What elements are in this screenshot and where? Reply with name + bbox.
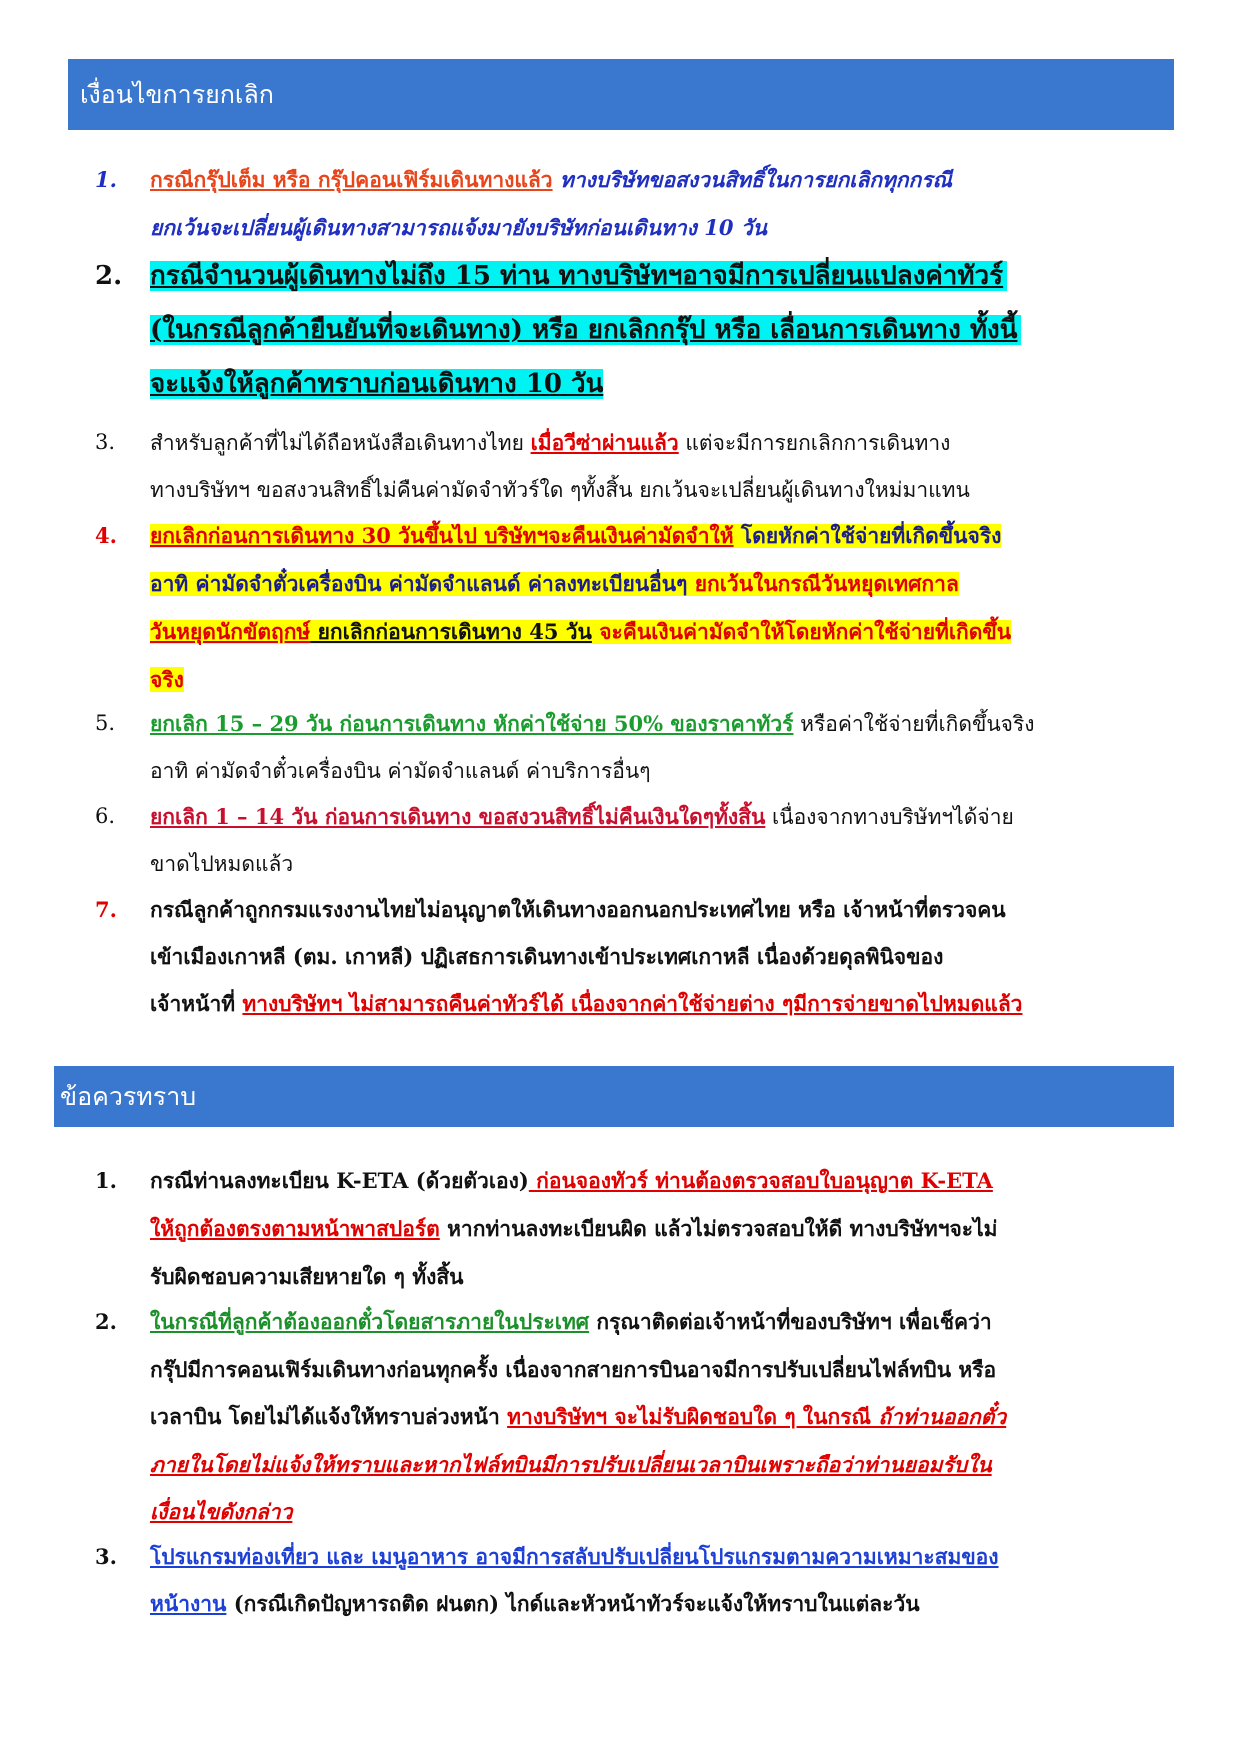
item-2-line1: กรณีจำนวนผู้เดินทางไม่ถึง 15 ท่าน ทางบริษัทฯอาจมีการเปลี่ยนแปลงค่าทัวร์ (150, 261, 1007, 291)
note-1-text-tail: หากท่านลงทะเบียนผิด แล้วไม่ตรวจสอบให้ดี ทางบริษัทฯจะไม่ (439, 1216, 998, 1241)
notes-item-3 (95, 1533, 1175, 1628)
item-number: 4. (95, 523, 117, 548)
note-3-on-site: หน้างาน (150, 1591, 227, 1616)
cancellation-item-7 (95, 886, 1175, 1028)
note-3-line1: โปรแกรมท่องเที่ยว และ เมนูอาหาร อาจมีการสลับปรับเปลี่ยนโปรแกรมตามความเหมาะสมของ (150, 1544, 999, 1569)
item-3-text: สำหรับลูกค้าที่ไม่ได้ถือหนังสือเดินทางไทย (150, 431, 531, 455)
cancellation-section-title: เงื่อนไขการยกเลิก (80, 79, 274, 109)
item-3-text-tail: แต่จะมีการยกเลิกการเดินทาง (678, 431, 951, 455)
note-2-line5: เงื่อนไขดังกล่าว (150, 1499, 293, 1524)
item-4-holiday-exception: ยกเว้นในกรณีวันหยุดเทศกาล (687, 571, 959, 596)
item-7-line1: กรณีลูกค้าถูกกรมแรงงานไทยไม่อนุญาตให้เดินทางออกนอกประเทศไทย หรือ เจ้าหน้าที่ตรวจคน (150, 897, 1006, 922)
item-6-condition: ยกเลิก 1 – 14 วัน ก่อนการเดินทาง ขอสงวนสิทธิ์ไม่คืนเงินใดๆทั้งสิ้น (150, 804, 766, 829)
item-3-visa-condition: เมื่อวีซ่าผ่านแล้ว (530, 430, 679, 455)
item-6-line2: ขาดไปหมดแล้ว (150, 852, 294, 876)
item-4-public-holiday: วันหยุดนักขัตฤกษ์ (150, 619, 311, 644)
notes-section-title: ข้อควรทราบ (60, 1081, 197, 1111)
item-5-line2: อาทิ ค่ามัดจำตั๋วเครื่องบิน ค่ามัดจำแลนด์ ค่าบริการอื่นๆ (150, 759, 651, 783)
note-2-line2: กรุ๊ปมีการคอนเฟิร์มเดินทางก่อนทุกครั้ง เนื่องจากสายการบินอาจมีการปรับเปลี่ยนไฟล์ทบิน หรือ (150, 1357, 997, 1382)
note-1-line3: รับผิดชอบความเสียหายใด ๆ ทั้งสิ้น (150, 1264, 464, 1289)
note-2-line4: ภายในโดยไม่แจ้งให้ทราบและหากไฟล์ทบินมีการปรับเปลี่ยนเวลาบินเพราะถือว่าท่านยอมรับใน (150, 1452, 992, 1477)
notes-item-2 (95, 1298, 1175, 1535)
cancellation-item-3 (95, 419, 1175, 514)
item-number: 3. (95, 1544, 117, 1569)
item-number: 1. (95, 1168, 117, 1193)
notes-section-header (54, 1066, 1174, 1127)
item-3-line2: ทางบริษัทฯ ขอสงวนสิทธิ์ไม่คืนค่ามัดจำทัวร์ใด ๆทั้งสิ้น ยกเว้นจะเปลี่ยนผู้เดินทางใหม่มาแทน (150, 478, 970, 502)
item-number: 2. (95, 261, 123, 291)
item-number: 1. (95, 167, 117, 192)
note-1-keta-check: ก่อนจองทัวร์ ท่านต้องตรวจสอบใบอนุญาต K-ETA (528, 1168, 993, 1193)
item-number: 6. (95, 804, 116, 828)
item-number: 2. (95, 1309, 117, 1334)
note-2-line3-text: เวลาบิน โดยไม่ได้แจ้งให้ทราบล่วงหน้า (150, 1404, 508, 1429)
cancellation-item-1 (95, 156, 1175, 251)
item-1-condition: กรณีกรุ๊ปเต็ม หรือ กรุ๊ปคอนเฟิร์มเดินทางแล้ว (150, 167, 553, 192)
item-6-text: เนื่องจากทางบริษัทฯได้จ่าย (765, 805, 1014, 829)
note-2-text: กรุณาติดต่อเจ้าหน้าที่ของบริษัทฯ เพื่อเช็คว่า (589, 1309, 992, 1334)
item-4-condition: ยกเลิกก่อนการเดินทาง 30 วันขึ้นไป บริษัทฯจะคืนเงินค่ามัดจำให้ (150, 523, 734, 548)
item-4-refund-text: จะคืนเงินค่ามัดจำให้โดยหักค่าใช้จ่ายที่เกิดขึ้น (591, 619, 1012, 644)
item-2-line2: (ในกรณีลูกค้ายืนยันที่จะเดินทาง) หรือ ยกเลิกกรุ๊ป หรือ เลื่อนการเดินทาง ทั้งนี้ (150, 315, 1021, 345)
cancellation-item-4 (95, 512, 1175, 704)
item-4-45-days: ยกเลิกก่อนการเดินทาง 45 วัน (310, 619, 592, 644)
item-4-line4: จริง (150, 667, 184, 692)
notes-item-1 (95, 1157, 1175, 1300)
item-1-text: ทางบริษัทขอสงวนสิทธิ์ในการยกเลิกทุกกรณี (552, 167, 952, 192)
item-number: 7. (95, 897, 117, 922)
note-2-no-responsibility: ทางบริษัทฯ จะไม่รับผิดชอบใด ๆ ในกรณี (507, 1404, 872, 1429)
note-1-passport-match: ให้ถูกต้องตรงตามหน้าพาสปอร์ต (150, 1216, 440, 1241)
cancellation-item-6 (95, 793, 1175, 888)
note-3-text: (กรณีเกิดปัญหารถติด ฝนตก) ไกด์และหัวหน้าทัวร์จะแจ้งให้ทราบในแต่ละวัน (226, 1591, 920, 1616)
note-2-if-ticketed: ถ้าท่านออกตั๋ว (871, 1404, 1007, 1429)
item-4-text: โดยหักค่าใช้จ่ายที่เกิดขึ้นจริง (733, 523, 1002, 548)
item-number: 3. (95, 430, 116, 454)
item-2-line3: จะแจ้งให้ลูกค้าทราบก่อนเดินทาง 10 วัน (150, 369, 604, 399)
item-5-condition: ยกเลิก 15 – 29 วัน ก่อนการเดินทาง หักค่าใช้จ่าย 50% ของราคาทัวร์ (150, 711, 794, 736)
item-7-no-refund: ทางบริษัทฯ ไม่สามารถคืนค่าทัวร์ได้ เนื่องจากค่าใช้จ่ายต่าง ๆมีการจ่ายขาดไปหมดแล้ว (242, 991, 1023, 1016)
item-5-text: หรือค่าใช้จ่ายที่เกิดขึ้นจริง (793, 712, 1035, 736)
note-1-text: กรณีท่านลงทะเบียน K-ETA (ด้วยตัวเอง) (150, 1168, 529, 1193)
item-1-text-line2: ยกเว้นจะเปลี่ยนผู้เดินทางสามารถแจ้งมายังบริษัทก่อนเดินทาง 10 วัน (150, 215, 767, 240)
item-7-line2: เข้าเมืองเกาหลี (ตม. เกาหลี) ปฏิเสธการเดินทางเข้าประเทศเกาหลี เนื่องด้วยดุลพินิจของ (150, 944, 944, 969)
cancellation-section-header (68, 59, 1174, 130)
item-7-line3-text: เจ้าหน้าที่ (150, 991, 243, 1016)
item-4-line2-text: อาทิ ค่ามัดจำตั๋วเครื่องบิน ค่ามัดจำแลนด์ ค่าลงทะเบียนอื่นๆ (150, 571, 688, 596)
item-number: 5. (95, 711, 116, 735)
cancellation-item-2 (95, 249, 1175, 411)
note-2-domestic-ticket: ในกรณีที่ลูกค้าต้องออกตั๋วโดยสารภายในประเทศ (150, 1309, 590, 1334)
cancellation-item-5 (95, 700, 1175, 795)
